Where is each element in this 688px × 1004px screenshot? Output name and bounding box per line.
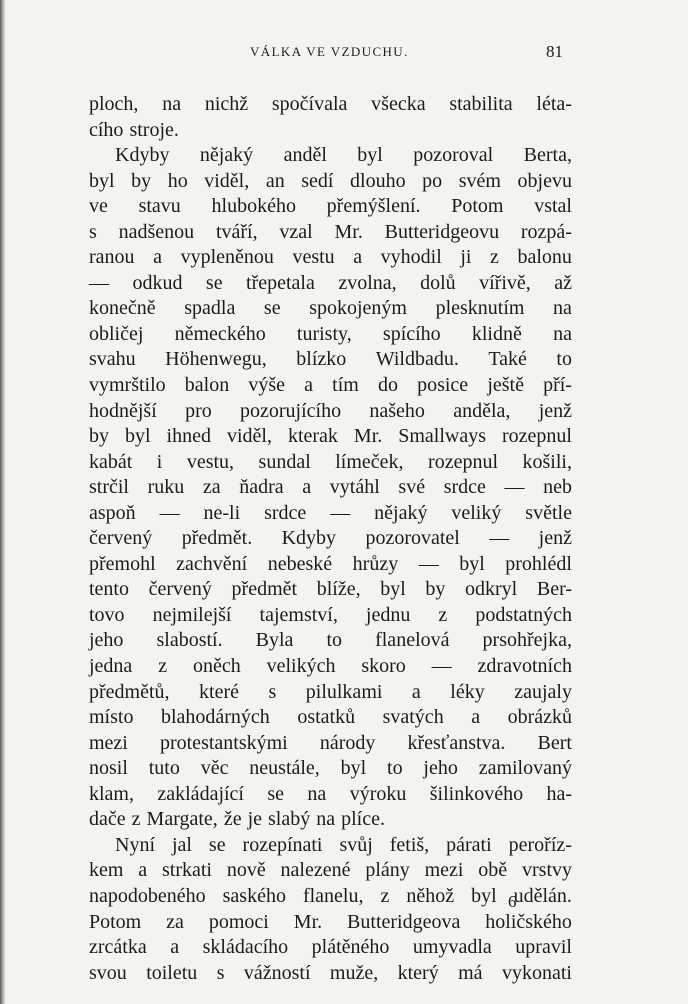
text-line: konečně spadla se spokojeným plesknutím na — [89, 297, 572, 320]
text-line: s nadšenou tváří, vzal Mr. Butteridgeovu rozpá- — [89, 220, 572, 243]
page-header — [0, 42, 688, 64]
page-number: 81 — [546, 42, 563, 61]
text-line: červený předmět. Kdyby pozorovatel — jenž — [89, 527, 572, 550]
text-line: strčil ruku za ňadra a vytáhl své srdce — neb — [89, 476, 572, 499]
text-line: nosil tuto věc neustále, byl to jeho zamilovaný — [89, 757, 572, 780]
text-line: místo blahodárných ostatků svatých a obrázků — [89, 706, 572, 729]
text-line: zrcátka a skládacího plátěného umyvadla upravil — [89, 936, 572, 959]
text-line: vymrštilo balon výše a tím do posice ještě pří- — [89, 374, 572, 397]
text-line: Potom za pomoci Mr. Butteridgeova holičského — [89, 910, 572, 933]
text-line: kabát i vestu, sundal límeček, rozepnul košili, — [89, 450, 572, 473]
text-line: přemohl zachvění nebeské hrůzy — byl prohlédl — [89, 552, 572, 575]
body-text — [89, 92, 572, 986]
text-line: svahu Höhenwegu, blízko Wildbadu. Také to — [89, 348, 572, 371]
text-line: hodnější pro pozorujícího našeho anděla, jenž — [89, 399, 572, 422]
text-line: jeho slabostí. Byla to flanelová prsohřejka, — [89, 629, 572, 652]
text-line: Nyní jal se rozepínati svůj fetiš, párati peroříz- — [115, 833, 572, 856]
text-line: — odkud se třepetala zvolna, dolů vířivě, až — [89, 271, 572, 294]
text-line: cího stroje. — [89, 118, 179, 141]
signature-mark: 6 — [508, 892, 517, 911]
text-line: kem a strkati nově nalezené plány mezi obě vrstvy — [89, 859, 572, 882]
text-line: napodobeného saského flanelu, z něhož byl udělán. — [89, 884, 572, 907]
text-line: klam, zakládající se na výroku šilinkového ha- — [89, 782, 572, 805]
text-line: tovo nejmilejší tajemství, jednu z podstatných — [89, 603, 572, 626]
text-line: ploch, na nichž spočívala všecka stabilita léta- — [89, 93, 572, 115]
page-edge-shadow — [0, 0, 6, 1004]
text-line: byl by ho viděl, an sedí dlouho po svém objevu — [89, 169, 572, 192]
text-line: předmětů, které s pilulkami a léky zaujaly — [89, 680, 572, 703]
text-line: ve stavu hlubokého přemýšlení. Potom vstal — [89, 195, 572, 218]
text-line: svou toiletu s vážností muže, který má vykonati — [89, 961, 572, 984]
running-head: VÁLKA VE VZDUCHU. — [250, 44, 409, 59]
text-line: obličej německého turisty, spícího klidně na — [89, 322, 572, 345]
text-line: mezi protestantskými národy křesťanstva. Bert — [89, 731, 572, 754]
text-line: tento červený předmět blíže, byl by odkryl Ber- — [89, 578, 572, 601]
text-line: ranou a vypleněnou vestu a vyhodil ji z balonu — [89, 246, 572, 269]
text-line: jedna z oněch velikých skoro — zdravotních — [89, 655, 572, 678]
text-line: dače z Margate, že je slabý na plíce. — [89, 808, 385, 831]
text-line: by byl ihned viděl, kterak Mr. Smallways rozepnul — [89, 425, 572, 448]
text-line: aspoň — ne-li srdce — nějaký veliký světle — [89, 501, 572, 524]
text-line: Kdyby nějaký anděl byl pozoroval Berta, — [115, 144, 572, 167]
